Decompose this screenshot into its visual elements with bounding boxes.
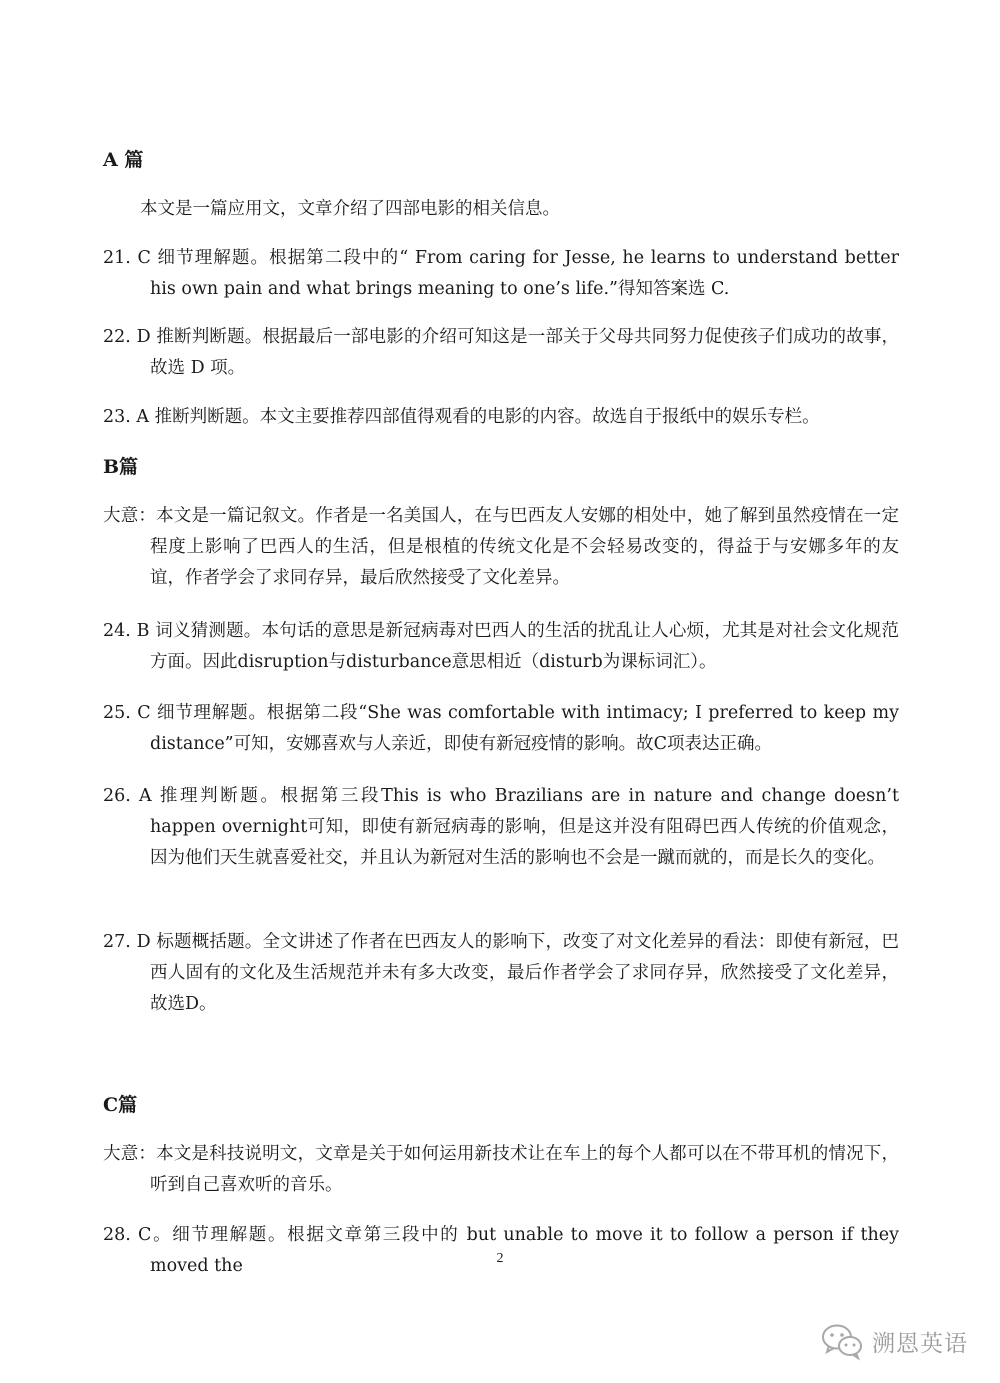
section-b-heading: B篇 [103,456,139,478]
answer-26: 26. A 推理判断题。根据第三段This is who Brazilians are in nature and change doesn’t happen overnight可知，即使有新冠病毒的影响，但是这并没有阻碍巴西人传统的价值观念，因为他们天生就喜爱社交，并且认为新冠对生活的影响也不会是一蹴而就的，而是长久的变化。 [103,786,899,868]
section-a-summary: 本文是一篇应用文，文章介绍了四部电影的相关信息。 [140,199,560,219]
section-a-heading: A 篇 [103,149,144,171]
wechat-icon [820,1321,864,1361]
answer-28: 28. C。细节理解题。根据文章第三段中的 but unable to move it to follow a person if they moved the [103,1225,899,1276]
answer-22: 22. D 推断判断题。根据最后一部电影的介绍可知这是一部关于父母共同努力促使孩子们成功的故事，故选 D 项。 [103,327,899,378]
answer-21: 21. C 细节理解题。根据第二段中的“ From caring for Jesse, he learns to understand better his own pain and what brings meaning to one’s life.”得知答案选 C. [103,248,899,299]
answer-27: 27. D 标题概括题。全文讲述了作者在巴西友人的影响下，改变了对文化差异的看法：即使有新冠，巴西人固有的文化及生活规范并未有多大改变，最后作者学会了求同存异，欣然接受了文化差异，故选D。 [103,932,899,1014]
answer-24: 24. B 词义猜测题。本句话的意思是新冠病毒对巴西人的生活的扰乱让人心烦，尤其是对社会文化规范方面。因此disruption与disturbance意思相近（disturb为课标词汇）。 [103,621,899,672]
section-c-heading: C篇 [103,1094,138,1116]
watermark [820,1318,980,1364]
answer-23: 23. A 推断判断题。本文主要推荐四部值得观看的电影的内容。故选自于报纸中的娱乐专栏。 [103,407,820,427]
answer-25: 25. C 细节理解题。根据第二段“She was comfortable with intimacy; I preferred to keep my distance”可知，安娜喜欢与人亲近，即使有新冠疫情的影响。故C项表达正确。 [103,703,899,754]
section-b-summary: 大意：本文是一篇记叙文。作者是一名美国人，在与巴西友人安娜的相处中，她了解到虽然疫情在一定程度上影响了巴西人的生活，但是根植的传统文化是不会轻易改变的，得益于与安娜多年的友谊，作者学会了求同存异，最后欣然接受了文化差异。 [103,506,899,588]
watermark-text: 溯恩英语 [872,1330,968,1357]
section-c-summary: 大意：本文是科技说明文，文章是关于如何运用新技术让在车上的每个人都可以在不带耳机的情况下，听到自己喜欢听的音乐。 [103,1144,899,1195]
page-number: 2 [496,1251,504,1266]
